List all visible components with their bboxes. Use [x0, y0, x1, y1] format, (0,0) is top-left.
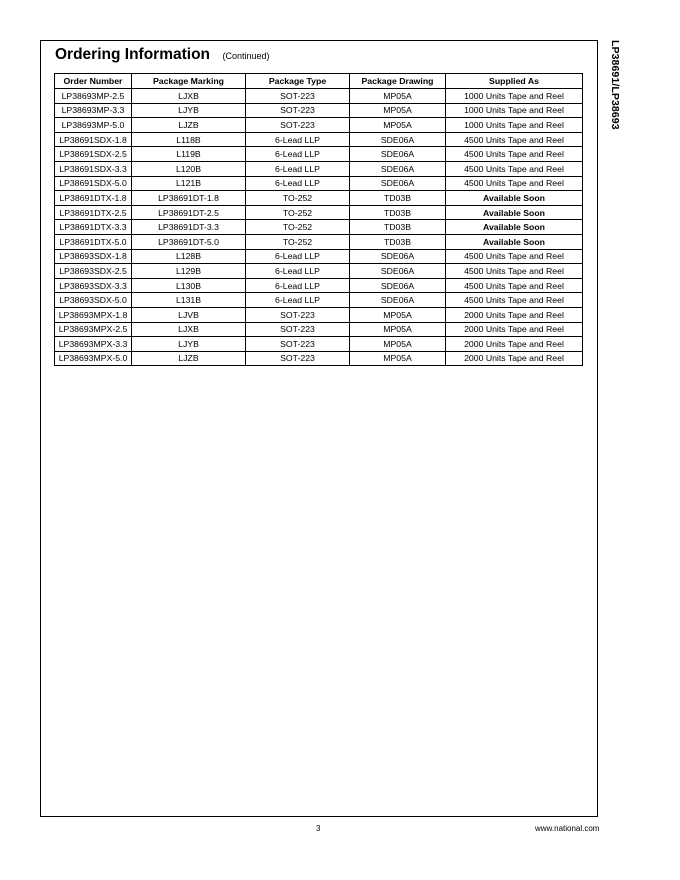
package-marking-cell: L120B — [132, 161, 246, 176]
supplied-as-cell: 2000 Units Tape and Reel — [446, 337, 583, 352]
package-marking-cell: L129B — [132, 264, 246, 279]
package-type-cell: 6-Lead LLP — [246, 147, 350, 162]
package-drawing-cell: SDE06A — [350, 293, 446, 308]
package-type-cell: TO-252 — [246, 220, 350, 235]
table-row — [55, 132, 583, 147]
supplied-as-cell: 2000 Units Tape and Reel — [446, 351, 583, 366]
package-marking-cell: LJZB — [132, 118, 246, 133]
package-marking-cell: LJYB — [132, 103, 246, 118]
package-type-cell: SOT-223 — [246, 103, 350, 118]
supplied-as-cell: 1000 Units Tape and Reel — [446, 103, 583, 118]
package-type-cell: SOT-223 — [246, 89, 350, 104]
order-number-cell: LP38693MPX-2.5 — [55, 322, 132, 337]
section-title: Ordering Information — [55, 46, 210, 63]
table-row — [55, 293, 583, 308]
package-type-cell: 6-Lead LLP — [246, 249, 350, 264]
package-type-cell: 6-Lead LLP — [246, 293, 350, 308]
header-supplied-as: Supplied As — [446, 74, 583, 89]
supplied-as-cell: 4500 Units Tape and Reel — [446, 132, 583, 147]
order-number-cell: LP38693MPX-1.8 — [55, 307, 132, 322]
package-marking-cell: LJYB — [132, 337, 246, 352]
package-marking-cell: L119B — [132, 147, 246, 162]
package-drawing-cell: TD03B — [350, 205, 446, 220]
package-type-cell: 6-Lead LLP — [246, 264, 350, 279]
order-number-cell: LP38693MPX-3.3 — [55, 337, 132, 352]
package-type-cell: TO-252 — [246, 191, 350, 206]
package-marking-cell: L131B — [132, 293, 246, 308]
package-drawing-cell: SDE06A — [350, 278, 446, 293]
table-row — [55, 118, 583, 133]
package-drawing-cell: MP05A — [350, 103, 446, 118]
package-type-cell: TO-252 — [246, 205, 350, 220]
order-number-cell: LP38693MPX-5.0 — [55, 351, 132, 366]
table-row — [55, 161, 583, 176]
package-type-cell: 6-Lead LLP — [246, 132, 350, 147]
table-body — [55, 89, 583, 366]
section-heading — [55, 46, 269, 64]
table-row — [55, 337, 583, 352]
order-number-cell: LP38691SDX-2.5 — [55, 147, 132, 162]
table-row — [55, 264, 583, 279]
supplied-as-cell: 4500 Units Tape and Reel — [446, 278, 583, 293]
supplied-as-cell: 4500 Units Tape and Reel — [446, 293, 583, 308]
header-package-marking: Package Marking — [132, 74, 246, 89]
supplied-as-cell: 4500 Units Tape and Reel — [446, 161, 583, 176]
package-marking-cell: L121B — [132, 176, 246, 191]
package-marking-cell: LP38691DT-3.3 — [132, 220, 246, 235]
supplied-as-cell: 2000 Units Tape and Reel — [446, 307, 583, 322]
package-marking-cell: LP38691DT-5.0 — [132, 234, 246, 249]
order-number-cell: LP38693MP-5.0 — [55, 118, 132, 133]
continued-label: (Continued) — [222, 51, 270, 61]
package-marking-cell: LJXB — [132, 89, 246, 104]
package-drawing-cell: TD03B — [350, 220, 446, 235]
package-marking-cell: L128B — [132, 249, 246, 264]
order-number-cell: LP38691DTX-1.8 — [55, 191, 132, 206]
package-marking-cell: LJVB — [132, 307, 246, 322]
table-row — [55, 205, 583, 220]
package-type-cell: SOT-223 — [246, 351, 350, 366]
table-row — [55, 278, 583, 293]
package-drawing-cell: SDE06A — [350, 147, 446, 162]
package-drawing-cell: SDE06A — [350, 176, 446, 191]
supplied-as-cell: 4500 Units Tape and Reel — [446, 176, 583, 191]
order-number-cell: LP38691SDX-3.3 — [55, 161, 132, 176]
supplied-as-cell: 4500 Units Tape and Reel — [446, 147, 583, 162]
package-drawing-cell: TD03B — [350, 234, 446, 249]
order-number-cell: LP38693SDX-2.5 — [55, 264, 132, 279]
table-header-row — [55, 74, 583, 89]
package-drawing-cell: MP05A — [350, 337, 446, 352]
package-drawing-cell: TD03B — [350, 191, 446, 206]
package-marking-cell: LP38691DT-1.8 — [132, 191, 246, 206]
order-number-cell: LP38691SDX-1.8 — [55, 132, 132, 147]
supplied-as-cell: Available Soon — [446, 205, 583, 220]
supplied-as-cell: Available Soon — [446, 191, 583, 206]
order-number-cell: LP38693SDX-3.3 — [55, 278, 132, 293]
supplied-as-cell: Available Soon — [446, 234, 583, 249]
package-drawing-cell: MP05A — [350, 89, 446, 104]
supplied-as-cell: 4500 Units Tape and Reel — [446, 249, 583, 264]
package-type-cell: TO-252 — [246, 234, 350, 249]
package-marking-cell: LJXB — [132, 322, 246, 337]
package-type-cell: SOT-223 — [246, 337, 350, 352]
header-package-type: Package Type — [246, 74, 350, 89]
table-row — [55, 234, 583, 249]
package-drawing-cell: SDE06A — [350, 161, 446, 176]
table-row — [55, 351, 583, 366]
supplied-as-cell: 2000 Units Tape and Reel — [446, 322, 583, 337]
order-number-cell: LP38693SDX-5.0 — [55, 293, 132, 308]
table-row — [55, 147, 583, 162]
package-marking-cell: LP38691DT-2.5 — [132, 205, 246, 220]
table-row — [55, 176, 583, 191]
order-number-cell: LP38691DTX-5.0 — [55, 234, 132, 249]
table-row — [55, 103, 583, 118]
side-title: LP38691/LP38693 — [609, 40, 621, 130]
table-row — [55, 89, 583, 104]
supplied-as-cell: Available Soon — [446, 220, 583, 235]
order-number-cell: LP38691SDX-5.0 — [55, 176, 132, 191]
order-number-cell: LP38693MP-3.3 — [55, 103, 132, 118]
table-row — [55, 191, 583, 206]
header-package-drawing: Package Drawing — [350, 74, 446, 89]
package-drawing-cell: MP05A — [350, 322, 446, 337]
package-type-cell: SOT-223 — [246, 118, 350, 133]
package-type-cell: SOT-223 — [246, 322, 350, 337]
supplied-as-cell: 4500 Units Tape and Reel — [446, 264, 583, 279]
page-number: 3 — [316, 824, 321, 833]
package-drawing-cell: MP05A — [350, 307, 446, 322]
supplied-as-cell: 1000 Units Tape and Reel — [446, 89, 583, 104]
package-marking-cell: L130B — [132, 278, 246, 293]
package-marking-cell: L118B — [132, 132, 246, 147]
package-marking-cell: LJZB — [132, 351, 246, 366]
table-row — [55, 307, 583, 322]
package-drawing-cell: MP05A — [350, 351, 446, 366]
package-drawing-cell: MP05A — [350, 118, 446, 133]
package-drawing-cell: SDE06A — [350, 264, 446, 279]
package-type-cell: 6-Lead LLP — [246, 161, 350, 176]
package-drawing-cell: SDE06A — [350, 132, 446, 147]
table-row — [55, 249, 583, 264]
supplied-as-cell: 1000 Units Tape and Reel — [446, 118, 583, 133]
package-type-cell: 6-Lead LLP — [246, 176, 350, 191]
table-row — [55, 220, 583, 235]
ordering-table — [54, 73, 583, 366]
package-type-cell: SOT-223 — [246, 307, 350, 322]
order-number-cell: LP38693SDX-1.8 — [55, 249, 132, 264]
order-number-cell: LP38691DTX-3.3 — [55, 220, 132, 235]
table-row — [55, 322, 583, 337]
header-order-number: Order Number — [55, 74, 132, 89]
package-drawing-cell: SDE06A — [350, 249, 446, 264]
order-number-cell: LP38693MP-2.5 — [55, 89, 132, 104]
website-link[interactable]: www.national.com — [535, 824, 600, 833]
order-number-cell: LP38691DTX-2.5 — [55, 205, 132, 220]
package-type-cell: 6-Lead LLP — [246, 278, 350, 293]
